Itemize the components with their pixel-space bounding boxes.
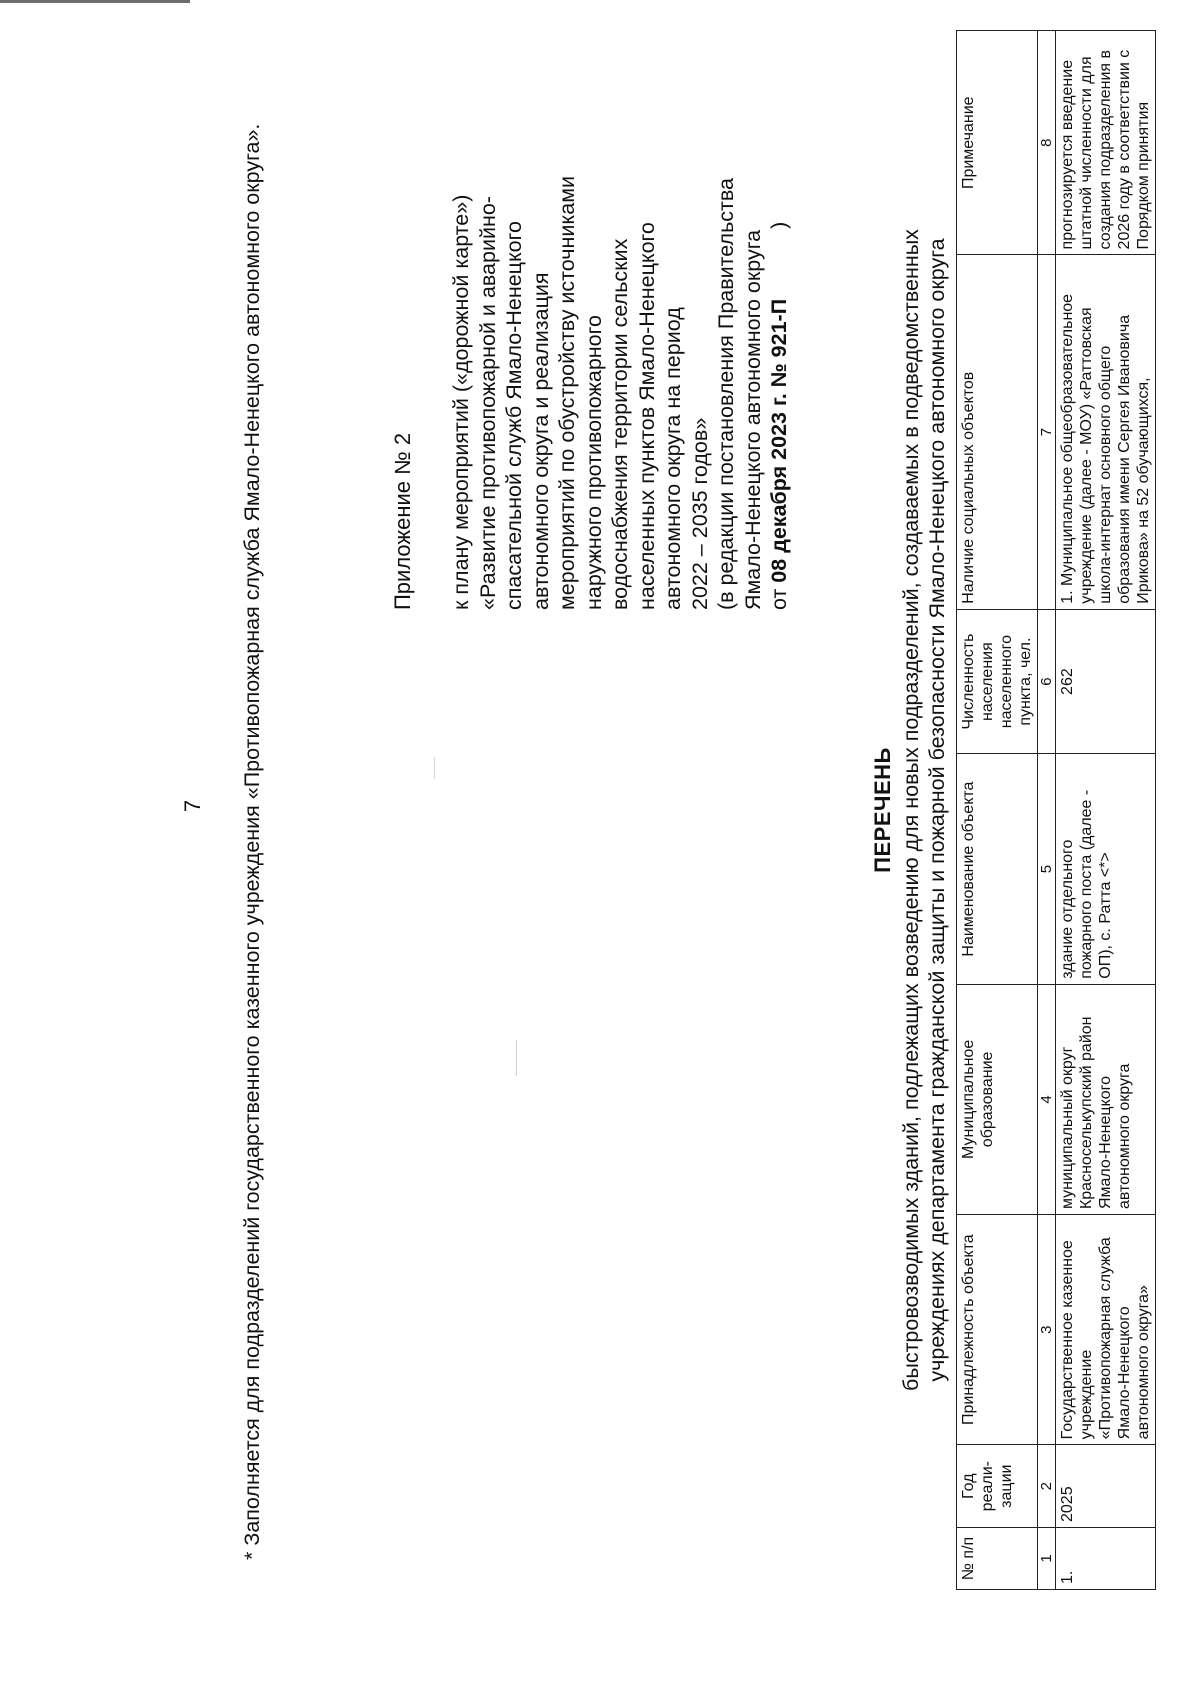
column-number: 5 xyxy=(1038,754,1056,984)
appendix-date-prefix: от xyxy=(767,582,791,610)
column-number: 7 xyxy=(1038,255,1056,609)
column-number: 6 xyxy=(1038,609,1056,754)
footnote: * Заполняется для подразделений государственного казенного учреждения «Противопожарная служба Ямало-Ненецкого автономного округа». xyxy=(240,123,264,1560)
table-header-row xyxy=(957,31,1038,1590)
appendix-line: наружного противопожарного xyxy=(581,315,606,610)
column-number: 1 xyxy=(1038,1528,1056,1590)
appendix-line: (в редакции постановления Правительства xyxy=(714,177,738,610)
appendix-line: 2022 – 2035 годов» xyxy=(687,417,712,610)
appendix-line: населенных пунктов Ямало-Ненецкого xyxy=(634,222,659,610)
list-title: ПЕРЕЧЕНЬ xyxy=(870,747,895,873)
row-year: 2025 xyxy=(1056,1445,1156,1528)
appendix-line: автономного округа на период xyxy=(661,307,685,610)
row-number: 1. xyxy=(1056,1528,1156,1590)
row-object: здание отдельного пожарного поста (далее - ОП), с. Ратта <*> xyxy=(1056,754,1156,984)
appendix-date-suffix: ) xyxy=(767,221,791,229)
header-cell: Принадлежность объекта xyxy=(957,1215,1038,1445)
row-population: 262 xyxy=(1056,609,1156,754)
header-cell: Муниципальное образование xyxy=(957,984,1038,1214)
objects-table xyxy=(956,30,1156,1590)
appendix-line: Ямало-Ненецкого автономного округа xyxy=(740,229,765,610)
appendix-line: спасательной служб Ямало-Ненецкого xyxy=(502,221,526,610)
list-subtitle-line: быстровозводимых зданий, подлежащих возведению для новых подразделений, создаваемых в подведомственных xyxy=(899,229,923,1391)
row-note: прогнозируется введение штатной численности для создания подразделения в 2026 году в соответствии с Порядком принятия xyxy=(1056,31,1156,255)
table-row xyxy=(1056,31,1156,1590)
column-number: 3 xyxy=(1038,1215,1056,1445)
appendix-line: к плану мероприятий («дорожной карте») xyxy=(449,194,473,610)
appendix-line: водоснабжения территории сельских xyxy=(608,238,632,610)
page-number: 7 xyxy=(180,799,205,813)
appendix-body xyxy=(448,70,793,610)
appendix-date-line xyxy=(766,70,793,610)
appendix-line: автономного округа и реализация xyxy=(528,272,553,610)
header-cell: Численность населения населенного пункта, чел. xyxy=(957,609,1038,754)
header-cell: № п/п xyxy=(957,1528,1038,1590)
list-subtitle-line: учреждениях департамента гражданской защиты и пожарной безопасности Ямало-Ненецкого автономного округа xyxy=(925,238,949,1382)
header-cell: Наименование объекта xyxy=(957,754,1038,984)
row-social: 1. Муниципальное общеобразовательное учреждение (далее - МОУ) «Раттовская школа-интернат основного общего образования имени Сергея Ивановича Ирикова» на 52 обучающихся, xyxy=(1056,255,1156,609)
column-number: 2 xyxy=(1038,1445,1056,1528)
appendix-line: «Развитие противопожарной и аварийно- xyxy=(475,196,500,610)
column-number-row xyxy=(1038,31,1056,1590)
appendix-title: Приложение № 2 xyxy=(390,432,415,610)
column-number: 4 xyxy=(1038,984,1056,1214)
list-subtitle xyxy=(898,30,950,1590)
column-number: 8 xyxy=(1038,31,1056,255)
header-cell: Год реали-зации xyxy=(957,1445,1038,1528)
row-owner: Государственное казенное учреждение «Противопожарная служба Ямало-Ненецкого автономного округа» xyxy=(1056,1215,1156,1445)
row-municipality: муниципальный округ Красноселькупский район Ямало-Ненецкого автономного округа xyxy=(1056,984,1156,1214)
header-cell: Примечание xyxy=(957,31,1038,255)
appendix-line: мероприятий по обустройству источниками xyxy=(555,176,579,610)
rotated-page xyxy=(180,30,1152,1590)
appendix-date: 08 декабря 2023 г. № 921-П xyxy=(767,298,791,583)
header-cell: Наличие социальных объектов xyxy=(957,255,1038,609)
scan-edge xyxy=(0,0,190,3)
